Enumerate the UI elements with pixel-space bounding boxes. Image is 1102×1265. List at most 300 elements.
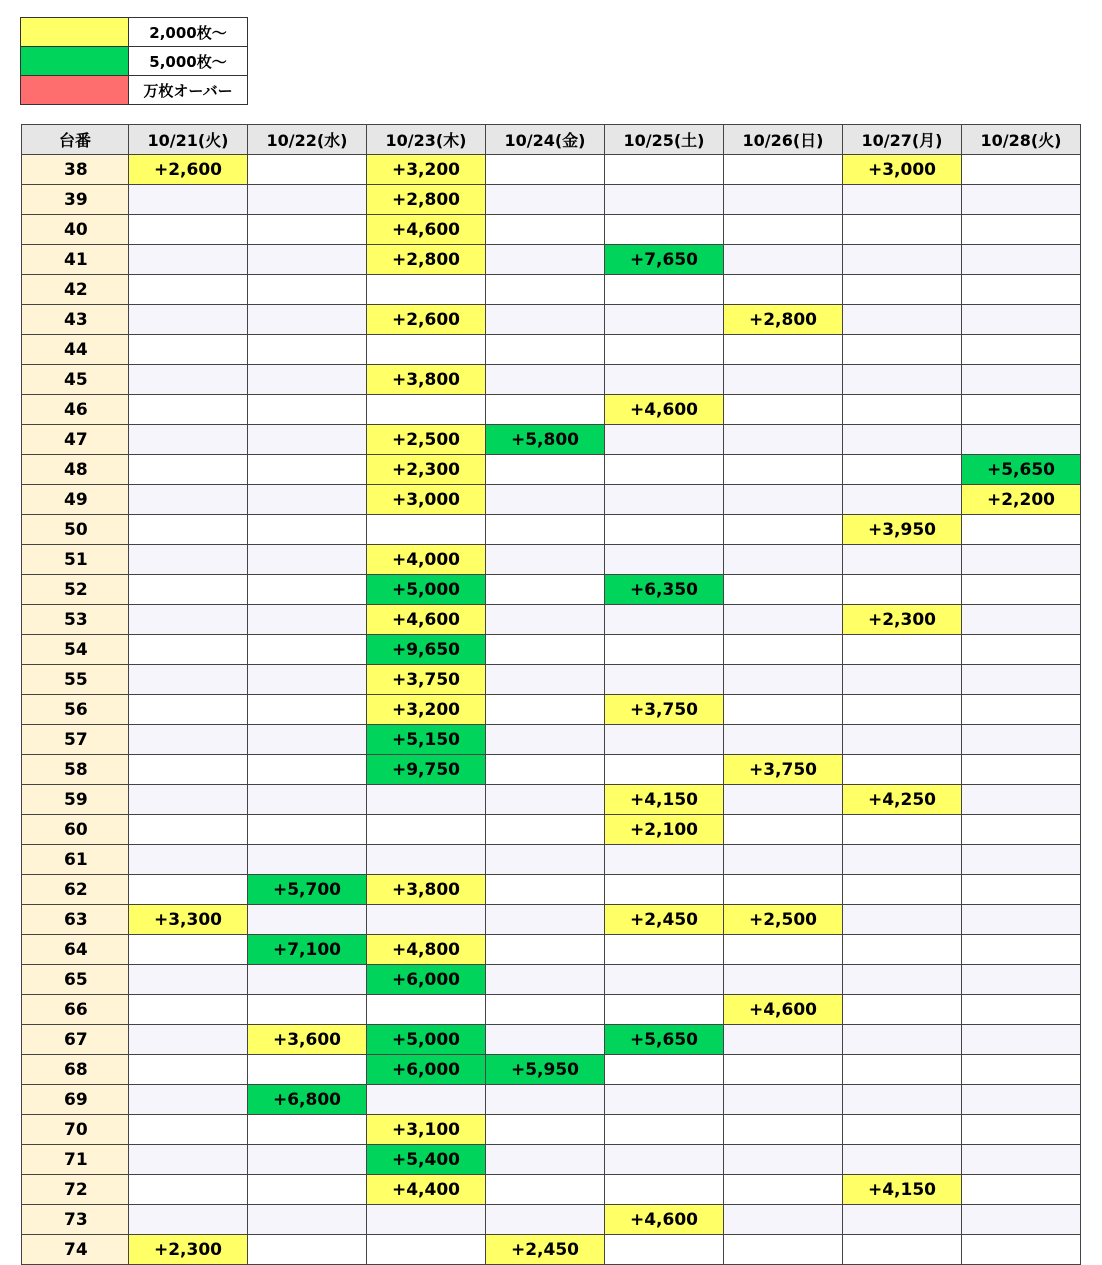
result-cell: [843, 1115, 962, 1145]
result-cell: [843, 425, 962, 455]
result-cell: [605, 425, 724, 455]
result-cell: [962, 725, 1081, 755]
result-cell: [129, 815, 248, 845]
result-cell: [486, 725, 605, 755]
result-cell: [962, 815, 1081, 845]
result-cell: +2,800: [367, 185, 486, 215]
result-cell: +5,000: [367, 1025, 486, 1055]
result-cell: [486, 695, 605, 725]
table-row: [22, 1025, 1081, 1055]
result-cell: [724, 1235, 843, 1265]
result-cell: [724, 935, 843, 965]
machine-number: 40: [22, 215, 129, 245]
result-cell: +3,750: [367, 665, 486, 695]
result-cell: [962, 155, 1081, 185]
result-cell: [605, 545, 724, 575]
result-cell: [605, 275, 724, 305]
result-cell: [129, 215, 248, 245]
result-cell: +4,000: [367, 545, 486, 575]
result-cell: [129, 395, 248, 425]
legend-row: [21, 47, 248, 76]
result-cell: [962, 305, 1081, 335]
result-cell: [248, 455, 367, 485]
table-row: [22, 785, 1081, 815]
legend-row: [21, 76, 248, 105]
result-cell: [605, 845, 724, 875]
result-cell: [724, 1055, 843, 1085]
result-cell: [248, 1175, 367, 1205]
result-cell: [605, 635, 724, 665]
result-cell: [248, 1145, 367, 1175]
result-cell: +4,800: [367, 935, 486, 965]
result-cell: +4,250: [843, 785, 962, 815]
result-cell: +9,650: [367, 635, 486, 665]
result-cell: [843, 635, 962, 665]
result-cell: +3,800: [367, 365, 486, 395]
machine-number: 48: [22, 455, 129, 485]
result-cell: [367, 335, 486, 365]
result-cell: [843, 545, 962, 575]
result-cell: [248, 815, 367, 845]
result-cell: +4,600: [724, 995, 843, 1025]
result-cell: [843, 485, 962, 515]
result-cell: +2,100: [605, 815, 724, 845]
date-header: 10/26(日): [724, 125, 843, 155]
result-cell: [724, 845, 843, 875]
machine-number: 56: [22, 695, 129, 725]
result-cell: +2,300: [129, 1235, 248, 1265]
result-cell: [962, 635, 1081, 665]
machine-number: 53: [22, 605, 129, 635]
result-cell: +3,300: [129, 905, 248, 935]
result-cell: [962, 1175, 1081, 1205]
result-cell: [129, 305, 248, 335]
result-cell: +3,000: [367, 485, 486, 515]
machine-number: 73: [22, 1205, 129, 1235]
machine-number: 47: [22, 425, 129, 455]
result-cell: [724, 155, 843, 185]
table-row: [22, 395, 1081, 425]
result-cell: [248, 845, 367, 875]
result-cell: [962, 575, 1081, 605]
machine-number: 43: [22, 305, 129, 335]
result-cell: [843, 1025, 962, 1055]
result-cell: [486, 1205, 605, 1235]
result-cell: [724, 335, 843, 365]
result-cell: [724, 605, 843, 635]
result-cell: [129, 1115, 248, 1145]
legend-label: 万枚オーバー: [129, 76, 248, 105]
result-cell: [605, 185, 724, 215]
result-cell: [843, 335, 962, 365]
date-header: 10/24(金): [486, 125, 605, 155]
result-cell: [843, 1055, 962, 1085]
result-cell: [962, 545, 1081, 575]
header-row: [22, 125, 1081, 155]
result-cell: [129, 725, 248, 755]
result-cell: [843, 905, 962, 935]
result-cell: [962, 995, 1081, 1025]
result-cell: [605, 965, 724, 995]
table-row: [22, 1175, 1081, 1205]
result-cell: [486, 665, 605, 695]
result-cell: +5,950: [486, 1055, 605, 1085]
result-cell: [724, 635, 843, 665]
result-cell: [129, 695, 248, 725]
result-cell: [605, 665, 724, 695]
result-cell: +4,150: [605, 785, 724, 815]
result-cell: [724, 575, 843, 605]
machine-number: 71: [22, 1145, 129, 1175]
result-cell: [248, 185, 367, 215]
result-cell: [843, 725, 962, 755]
table-row: [22, 1115, 1081, 1145]
table-row: [22, 305, 1081, 335]
result-cell: +3,000: [843, 155, 962, 185]
result-cell: [843, 665, 962, 695]
result-cell: [724, 815, 843, 845]
result-cell: [843, 1085, 962, 1115]
result-cell: [129, 995, 248, 1025]
result-cell: [248, 395, 367, 425]
result-cell: [962, 935, 1081, 965]
result-cell: [724, 425, 843, 455]
result-cell: [724, 545, 843, 575]
result-cell: [486, 365, 605, 395]
result-cell: [486, 335, 605, 365]
result-cell: [843, 365, 962, 395]
result-cell: +2,600: [367, 305, 486, 335]
result-cell: +5,150: [367, 725, 486, 755]
result-cell: [605, 485, 724, 515]
result-cell: [486, 545, 605, 575]
result-cell: [724, 695, 843, 725]
table-row: [22, 965, 1081, 995]
result-cell: [248, 245, 367, 275]
result-cell: [486, 215, 605, 245]
result-cell: [962, 425, 1081, 455]
result-cell: [843, 185, 962, 215]
result-cell: [605, 215, 724, 245]
result-cell: [367, 1235, 486, 1265]
result-cell: [486, 245, 605, 275]
table-row: [22, 455, 1081, 485]
table-header: [22, 125, 1081, 155]
result-cell: [962, 215, 1081, 245]
result-cell: [962, 905, 1081, 935]
machine-number: 72: [22, 1175, 129, 1205]
result-cell: [724, 785, 843, 815]
date-header: 10/23(木): [367, 125, 486, 155]
result-cell: [129, 275, 248, 305]
result-cell: [486, 185, 605, 215]
result-cell: [605, 995, 724, 1025]
legend-swatch: [21, 47, 129, 76]
result-cell: [248, 995, 367, 1025]
result-cell: [724, 185, 843, 215]
result-cell: +6,000: [367, 965, 486, 995]
result-cell: [129, 935, 248, 965]
result-cell: +3,100: [367, 1115, 486, 1145]
machine-number: 45: [22, 365, 129, 395]
table-row: [22, 365, 1081, 395]
result-cell: [367, 395, 486, 425]
result-cell: +2,200: [962, 485, 1081, 515]
result-cell: [367, 995, 486, 1025]
result-cell: +4,600: [367, 605, 486, 635]
result-cell: [724, 215, 843, 245]
result-cell: +3,200: [367, 155, 486, 185]
result-cell: +9,750: [367, 755, 486, 785]
result-cell: [129, 845, 248, 875]
result-cell: [367, 815, 486, 845]
result-cell: [962, 1085, 1081, 1115]
result-cell: +3,600: [248, 1025, 367, 1055]
result-cell: [248, 665, 367, 695]
result-cell: +4,150: [843, 1175, 962, 1205]
result-cell: [367, 1085, 486, 1115]
result-cell: +4,600: [605, 1205, 724, 1235]
result-cell: +2,800: [367, 245, 486, 275]
result-cell: [724, 965, 843, 995]
result-cell: [962, 1235, 1081, 1265]
result-cell: [962, 275, 1081, 305]
result-cell: [486, 755, 605, 785]
result-cell: [843, 305, 962, 335]
result-cell: +4,600: [367, 215, 486, 245]
result-cell: [605, 305, 724, 335]
result-cell: [486, 875, 605, 905]
result-cell: [962, 665, 1081, 695]
result-cell: [486, 635, 605, 665]
result-cell: [843, 215, 962, 245]
result-cell: [605, 515, 724, 545]
machine-number: 41: [22, 245, 129, 275]
result-cell: [248, 425, 367, 455]
result-cell: +5,650: [605, 1025, 724, 1055]
result-cell: +2,600: [129, 155, 248, 185]
machine-number: 52: [22, 575, 129, 605]
table-row: [22, 1235, 1081, 1265]
result-cell: +2,500: [724, 905, 843, 935]
table-row: [22, 275, 1081, 305]
result-cell: [129, 515, 248, 545]
machine-number: 60: [22, 815, 129, 845]
result-cell: [962, 1025, 1081, 1055]
result-cell: [248, 335, 367, 365]
result-cell: [248, 785, 367, 815]
result-cell: [486, 1175, 605, 1205]
result-cell: +5,650: [962, 455, 1081, 485]
result-cell: +3,750: [724, 755, 843, 785]
result-cell: [605, 1175, 724, 1205]
result-cell: +7,100: [248, 935, 367, 965]
machine-number: 68: [22, 1055, 129, 1085]
result-cell: [248, 1235, 367, 1265]
table-row: [22, 545, 1081, 575]
result-cell: [129, 545, 248, 575]
result-cell: [129, 965, 248, 995]
result-cell: [962, 785, 1081, 815]
result-cell: [248, 1115, 367, 1145]
result-cell: [843, 1235, 962, 1265]
result-cell: [486, 1085, 605, 1115]
result-cell: [843, 1205, 962, 1235]
result-cell: [129, 365, 248, 395]
result-cell: [486, 275, 605, 305]
machine-number: 39: [22, 185, 129, 215]
result-cell: +6,000: [367, 1055, 486, 1085]
result-cell: [724, 875, 843, 905]
machine-number: 49: [22, 485, 129, 515]
result-cell: [486, 485, 605, 515]
result-cell: [724, 515, 843, 545]
result-cell: +5,700: [248, 875, 367, 905]
table-row: [22, 1055, 1081, 1085]
result-cell: [605, 875, 724, 905]
machine-number: 66: [22, 995, 129, 1025]
table-row: [22, 1205, 1081, 1235]
result-cell: +6,350: [605, 575, 724, 605]
result-cell: [129, 185, 248, 215]
result-cell: [129, 605, 248, 635]
table-row: [22, 245, 1081, 275]
result-cell: [129, 755, 248, 785]
result-cell: [843, 965, 962, 995]
machine-number: 51: [22, 545, 129, 575]
date-header: 10/28(火): [962, 125, 1081, 155]
result-cell: [486, 935, 605, 965]
result-cell: [129, 575, 248, 605]
machine-number: 67: [22, 1025, 129, 1055]
result-cell: [486, 785, 605, 815]
table-row: [22, 935, 1081, 965]
table-row: [22, 845, 1081, 875]
result-cell: [248, 485, 367, 515]
result-cell: [605, 365, 724, 395]
result-cell: [962, 365, 1081, 395]
table-row: [22, 695, 1081, 725]
result-cell: [605, 1085, 724, 1115]
machine-number: 64: [22, 935, 129, 965]
result-cell: [724, 275, 843, 305]
machine-number: 42: [22, 275, 129, 305]
table-row: [22, 1085, 1081, 1115]
result-cell: [486, 1145, 605, 1175]
result-cell: [724, 245, 843, 275]
result-cell: [129, 1025, 248, 1055]
result-cell: +4,400: [367, 1175, 486, 1205]
result-cell: [605, 1145, 724, 1175]
result-cell: +5,400: [367, 1145, 486, 1175]
result-cell: +2,450: [486, 1235, 605, 1265]
result-cell: [724, 1085, 843, 1115]
result-cell: [843, 815, 962, 845]
result-cell: [486, 815, 605, 845]
result-cell: [486, 575, 605, 605]
result-cell: +5,000: [367, 575, 486, 605]
result-cell: [486, 905, 605, 935]
result-cell: [605, 755, 724, 785]
result-cell: +2,300: [367, 455, 486, 485]
result-cell: [486, 995, 605, 1025]
result-cell: [486, 395, 605, 425]
result-cell: [486, 455, 605, 485]
result-cell: [962, 695, 1081, 725]
result-cell: [605, 1235, 724, 1265]
result-cell: [843, 455, 962, 485]
result-cell: [129, 485, 248, 515]
color-legend: [20, 17, 248, 105]
result-cell: [724, 455, 843, 485]
result-cell: [605, 335, 724, 365]
table-row: [22, 635, 1081, 665]
result-cell: [367, 275, 486, 305]
machine-number: 63: [22, 905, 129, 935]
result-cell: [605, 605, 724, 635]
machine-number: 59: [22, 785, 129, 815]
result-cell: [843, 845, 962, 875]
result-cell: [486, 155, 605, 185]
legend-label: 2,000枚～: [129, 18, 248, 47]
machine-number: 62: [22, 875, 129, 905]
result-cell: [129, 455, 248, 485]
result-cell: [724, 1145, 843, 1175]
result-cell: +4,600: [605, 395, 724, 425]
result-cell: +2,450: [605, 905, 724, 935]
machine-number: 70: [22, 1115, 129, 1145]
result-cell: [843, 275, 962, 305]
table-row: [22, 905, 1081, 935]
result-cell: [129, 1085, 248, 1115]
result-cell: [367, 905, 486, 935]
table-row: [22, 515, 1081, 545]
result-cell: [367, 785, 486, 815]
legend-label: 5,000枚～: [129, 47, 248, 76]
result-cell: [605, 455, 724, 485]
result-cell: +7,650: [605, 245, 724, 275]
table-row: [22, 815, 1081, 845]
result-cell: [962, 965, 1081, 995]
result-cell: [962, 605, 1081, 635]
corner-header: 台番: [22, 125, 129, 155]
result-cell: [129, 1205, 248, 1235]
result-cell: [843, 695, 962, 725]
result-cell: [962, 395, 1081, 425]
result-cell: [248, 515, 367, 545]
legend-swatch: [21, 18, 129, 47]
result-cell: +2,500: [367, 425, 486, 455]
legend-body: [21, 18, 248, 105]
result-cell: [486, 305, 605, 335]
result-cell: [248, 695, 367, 725]
result-cell: [724, 365, 843, 395]
result-cell: [248, 275, 367, 305]
result-cell: [248, 605, 367, 635]
table-row: [22, 335, 1081, 365]
result-cell: [486, 515, 605, 545]
result-cell: [248, 215, 367, 245]
table-row: [22, 755, 1081, 785]
result-cell: [724, 1025, 843, 1055]
result-cell: +3,200: [367, 695, 486, 725]
result-cell: [962, 755, 1081, 785]
legend-swatch: [21, 76, 129, 105]
result-cell: [248, 965, 367, 995]
result-cell: [367, 515, 486, 545]
date-header: 10/21(火): [129, 125, 248, 155]
machine-number: 57: [22, 725, 129, 755]
